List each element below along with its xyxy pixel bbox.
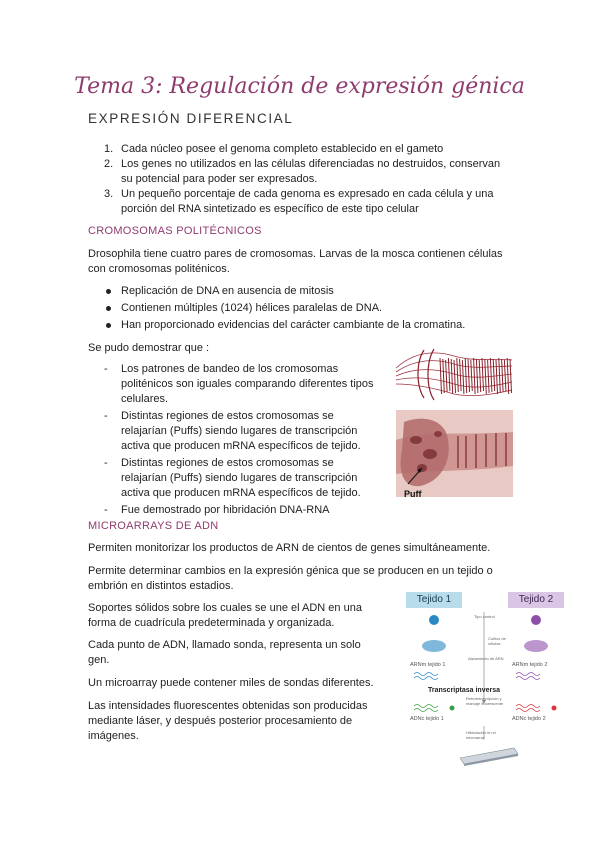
arnm1-label: ARNm tejido 1 [410,662,446,668]
list-item [104,301,514,316]
chromosome-band [496,360,498,394]
chromosome-band [476,359,478,393]
microarrays-p4: Cada punto de ADN, llamado sonda, representa un solo gen. [88,639,361,666]
list-item-text: Distintas regiones de estos cromosomas se relajarían (Puffs) siendo lugares de transcripción activa que producen mRNA específicos de tejido. [121,457,361,499]
cromosomas-dash-list [104,362,374,520]
puff-label: Puff [404,489,422,499]
cell-cluster-icon [524,640,548,652]
list-item [104,284,514,299]
cromosomas-intro: Drosophila tiene cuatro pares de cromosomas. Larvas de la mosca contienen células con cromosomas politénicos. [88,248,503,275]
hibridacion-label: Hibridación en el microarray [466,730,496,740]
polytene-chromosome-drawing [394,346,514,404]
list-item-text: Han proporcionado evidencias del carácter cambiante de la cromatina. [121,319,466,331]
chromosome-band [504,360,506,391]
tejido1-label: Tejido 1 [416,594,452,605]
cultivo-label: Cultivo de células [488,636,506,646]
chromosome-band [507,358,509,394]
arnm2-label: ARNm tejido 2 [512,662,548,668]
list-item: - Fue demostrado por hibridación DNA-RNA [104,504,330,516]
cromosomas-bullets [104,284,514,335]
section-heading-expresion: EXPRESIÓN DIFERENCIAL [88,111,294,126]
cell-cluster-icon [422,640,446,652]
cell-icon [429,615,439,625]
cell-icon [531,615,541,625]
chromosome-band [510,359,512,393]
chromosome-band [446,360,448,392]
tipo-control-label: Tipo control [474,614,495,619]
list-item-text: Los patrones de bandeo de los cromosomas politénicos son iguales comparando diferentes tipos celulares. [121,363,374,405]
chromosome-band [451,359,453,394]
list-item [104,318,514,333]
microarray-diagram [404,592,564,770]
chromosome-band [465,358,467,393]
chromosome-band [482,358,484,391]
microarrays-p6: Las intensidades fluorescentes obtenidas son producidas mediante láser, y después posterior procesamiento de imágenes. [88,700,368,742]
list-item-text: Replicación de DNA en ausencia de mitosis [121,285,334,297]
chromosome-band [462,360,464,394]
adnc1-label: ADNc tejido 1 [410,716,444,722]
list-item: 2. Los genes no utilizados en las células diferenciadas no destruidos, conservan su potencial para poder ser expresados. [104,158,501,185]
list-item: - Distintas regiones de estos cromosomas se relajarían (Puffs) siendo lugares de transcripción activa que producen mRNA específicos de tejido. [104,410,361,452]
cromosomas-lead: Se pudo demostrar que : [88,342,210,354]
section-heading-microarrays: MICROARRAYS DE ADN [88,520,219,532]
microarray-slide-icon [460,748,518,766]
chromosome-band [474,358,476,394]
list-item-text: Fue demostrado por hibridación DNA-RNA [121,504,330,516]
aislamiento-label: Aislamiento de ARN [468,656,504,661]
list-item-text: Un pequeño porcentaje de cada genoma es expresado en cada célula y una porción del RNA sintetizado es específico de este tipo celular [121,188,494,215]
list-item: 3. Un pequeño porcentaje de cada genoma es expresado en cada célula y una porción del RNA sintetizado es específico de este tipo celular [104,188,494,215]
chromosome-band [490,358,492,392]
microarrays-p1: Permiten monitorizar los productos de ARN de cientos de genes simultáneamente. [88,542,491,554]
section-heading-cromosomas: CROMOSOMAS POLITÉCNICOS [88,225,262,237]
chromosome-band [440,358,442,394]
chromosome-band [460,359,462,391]
list-item: - Distintas regiones de estos cromosomas se relajarían (Puffs) siendo lugares de transcripción activa que producen mRNA específicos de tejido. [104,457,361,499]
tejido2-label: Tejido 2 [518,594,554,605]
transcriptasa-label: Transcriptasa inversa [428,687,500,694]
list-item-text: Contienen múltiples (1024) hélices paralelas de DNA. [121,302,383,314]
chromosome-band [443,359,445,393]
microarrays-p5: Un microarray puede contener miles de sondas diferentes. [88,677,374,689]
puff-micrograph [396,410,513,497]
chromosome-band [471,360,473,391]
list-item-text: Cada núcleo posee el genoma completo establecido en el gameto [121,143,444,155]
page-title: Tema 3: Regulación de expresión génica [74,74,525,99]
microarrays-p3: Soportes sólidos sobre los cuales se une el ADN en una forma de cuadrícula predeterminada y organizada. [88,602,362,629]
list-item: - Los patrones de bandeo de los cromosomas politénicos son iguales comparando diferentes tipos celulares. [104,363,374,405]
list-item-text: Los genes no utilizados en las células diferenciadas no destruidos, conservan su potencial para poder ser expresados. [121,158,501,185]
expresion-list [104,142,514,217]
list-item-text: Distintas regiones de estos cromosomas se relajarían (Puffs) siendo lugares de transcripción activa que producen mRNA específicos de tejido. [121,410,361,452]
chromosome-band [493,359,495,391]
list-item: 1. Cada núcleo posee el genoma completo establecido en el gameto [104,143,444,155]
adnc2-label: ADNc tejido 2 [512,716,546,722]
chromosome-band [454,360,456,393]
marcaje-label: Retrotranscripción y marcaje fluorescente [466,696,504,706]
microarrays-p2: Permite determinar cambios en la expresión génica que se producen en un tejido o embrión en distintos estadios. [88,565,493,592]
